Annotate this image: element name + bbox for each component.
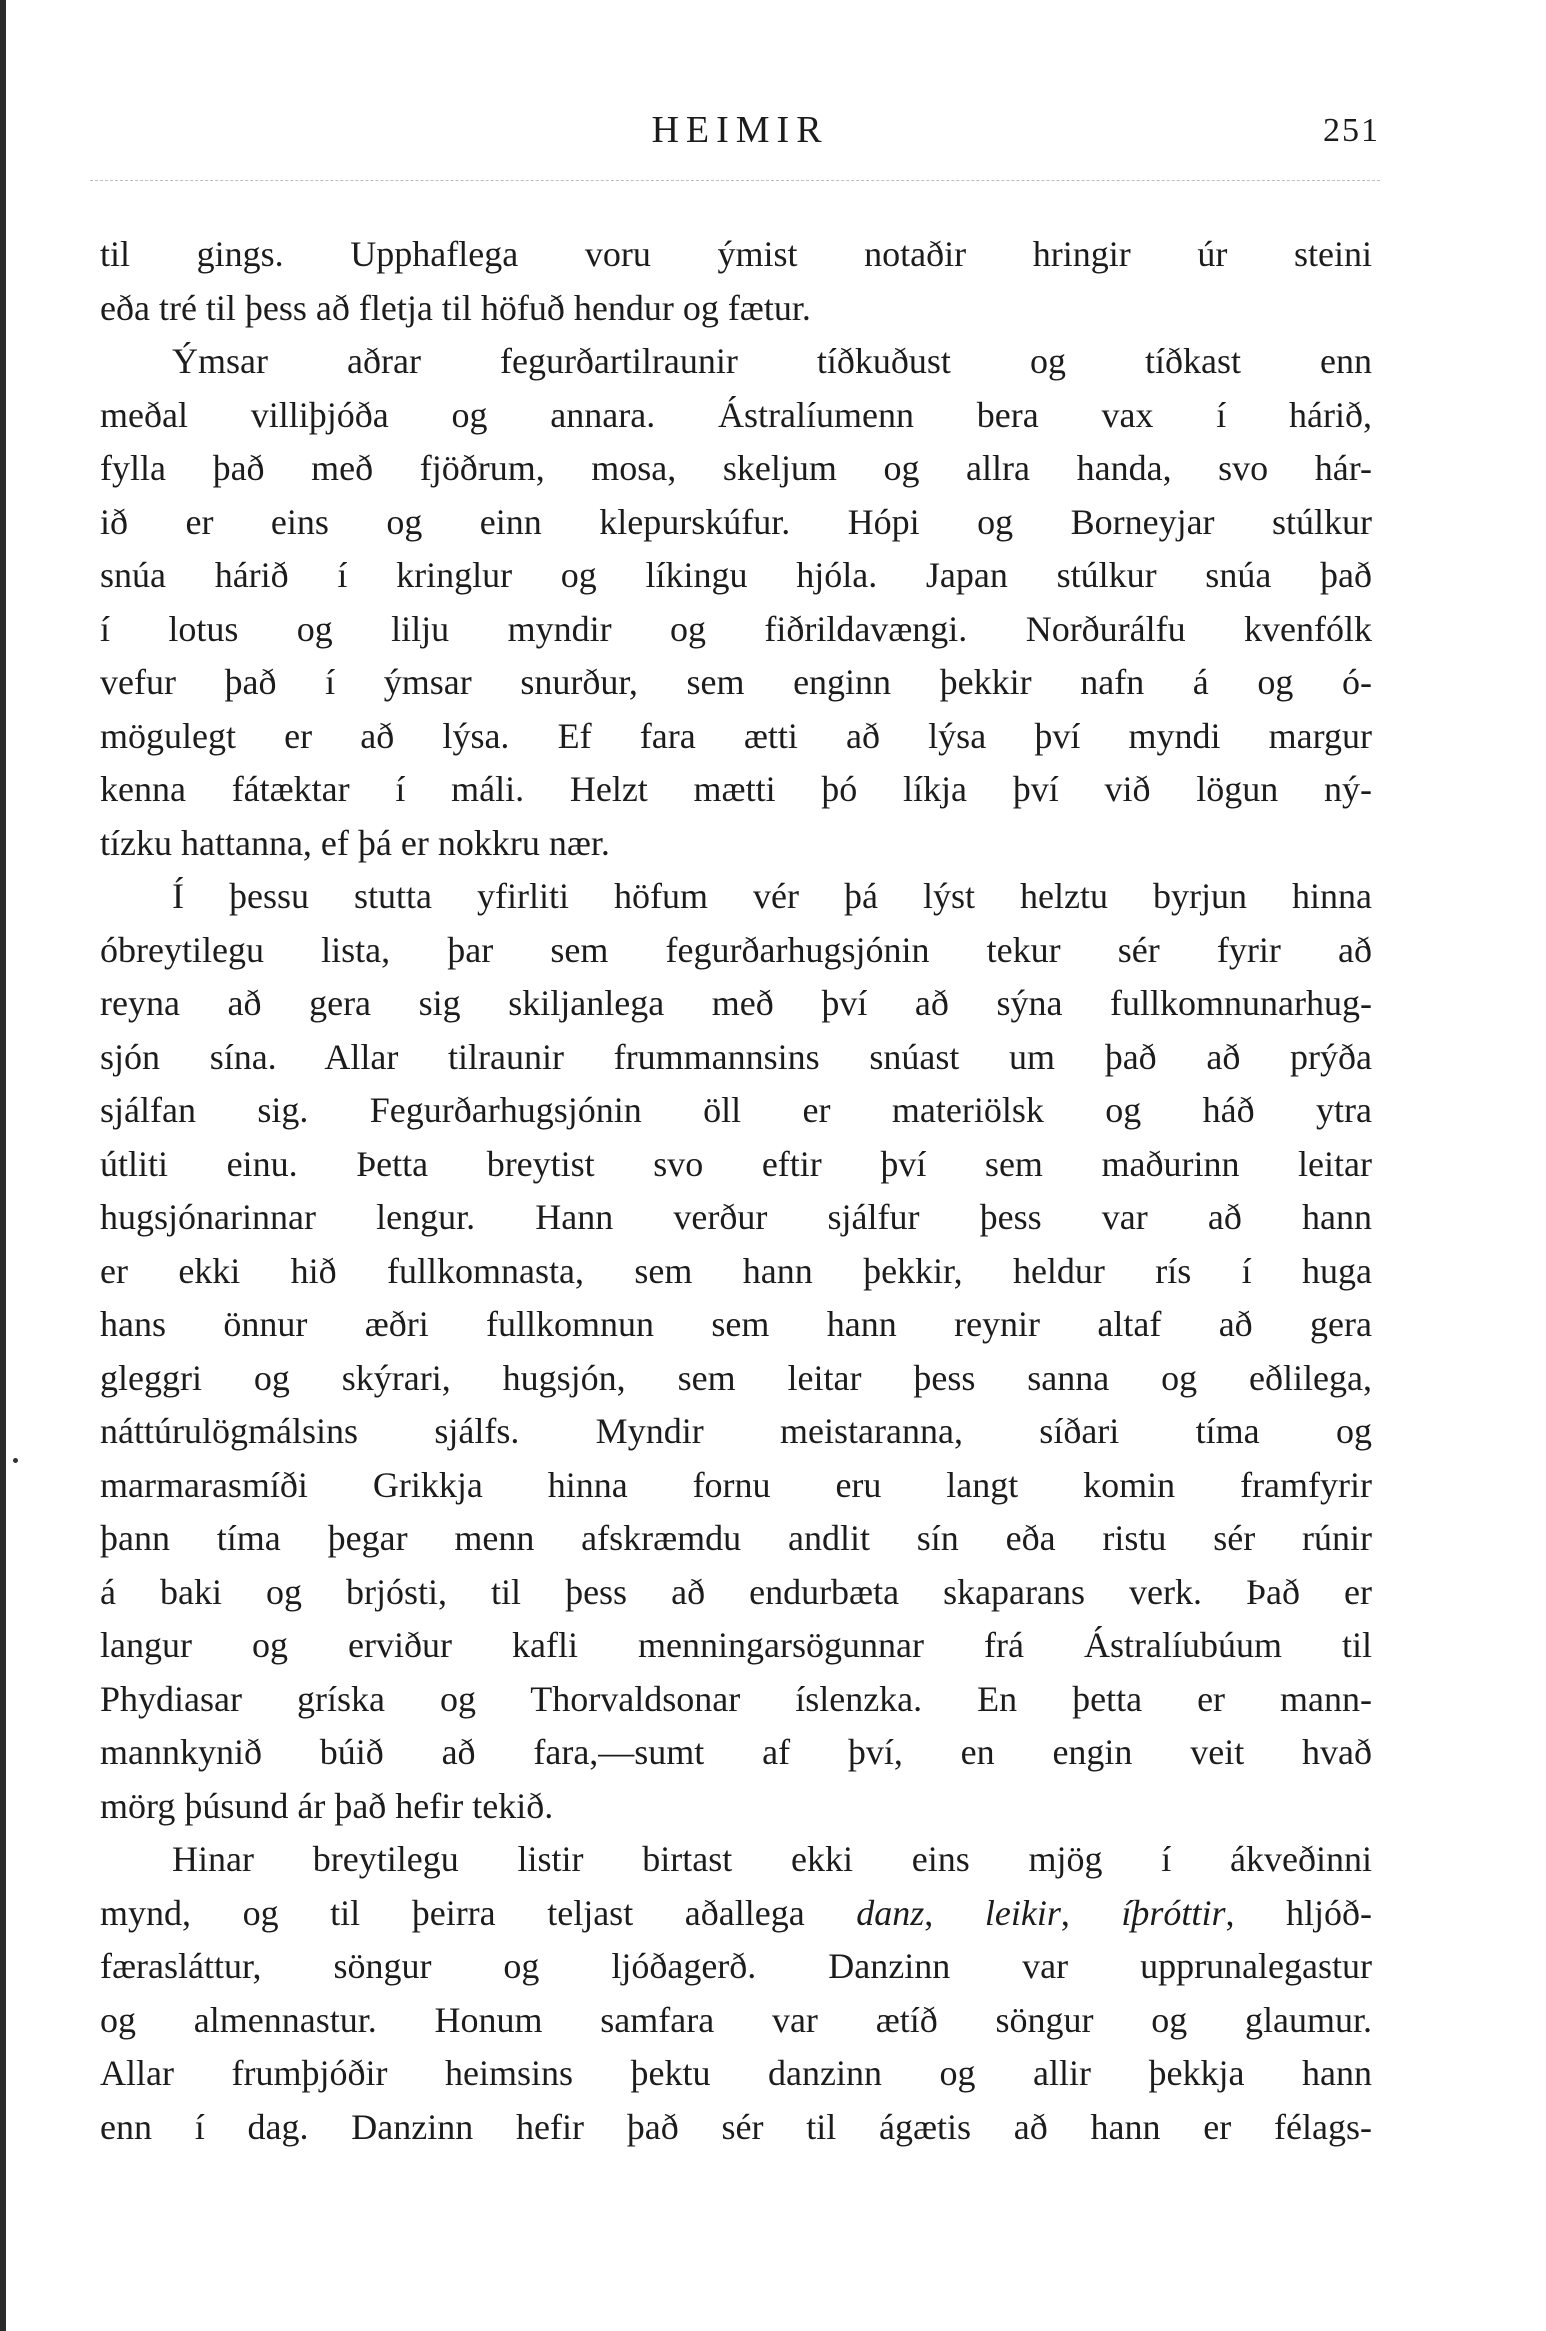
text-line: mannkynið búið að fara,—sumt af því, en engin veit hvað (100, 1732, 1372, 1772)
text-segment: , (1060, 1892, 1122, 1933)
text-line: í lotus og lilju myndir og fiðrildavængi. Norðurálfu kvenfólk (100, 608, 1372, 649)
text-line: er ekki hið fullkomnasta, sem hann þekkir, heldur rís í huga (100, 1250, 1372, 1291)
text-line: vefur það í ýmsar snurður, sem enginn þekkir nafn á og ó- (100, 662, 1372, 702)
page-number: 251 (1323, 112, 1380, 149)
header-rule (90, 180, 1380, 181)
text-line: náttúrulögmálsins sjálfs. Myndir meistaranna, síðari tíma og (100, 1411, 1372, 1451)
text-line: þann tíma þegar menn afskræmdu andlit sín eða ristu sér rúnir (100, 1518, 1372, 1558)
text-line: eða tré til þess að fletja til höfuð hendur og fætur. (100, 287, 811, 328)
text-line: til gings. Upphaflega voru ýmist notaðir hringir úr steini (100, 234, 1372, 274)
text-line: mögulegt er að lýsa. Ef fara ætti að lýsa því myndi margur (100, 715, 1372, 756)
text-line: Hinar breytilegu listir birtast ekki eins mjög í ákveðinni (172, 1839, 1372, 1879)
text-line: hans önnur æðri fullkomnun sem hann reynir altaf að gera (100, 1304, 1372, 1344)
text-line: langur og erviður kafli menningarsögunnar frá Ástralíubúum til (100, 1625, 1372, 1665)
text-line: Ýmsar aðrar fegurðartilraunir tíðkuðust og tíðkast enn (172, 341, 1372, 381)
text-line: óbreytilegu lista, þar sem fegurðarhugsjónin tekur sér fyrir að (100, 929, 1372, 970)
text-line: marmarasmíði Grikkja hinna fornu eru langt komin framfyrir (100, 1464, 1372, 1505)
text-segment: , hljóð- (1225, 1892, 1373, 1933)
text-line: Í þessu stutta yfirliti höfum vér þá lýst helztu byrjun hinna (172, 876, 1372, 916)
margin-mark (13, 1458, 18, 1463)
text-segment: mynd, og til þeirra teljast aðallega (100, 1892, 857, 1933)
text-line (100, 1887, 1372, 1941)
running-title: HEIMIR (651, 109, 829, 151)
text-segment: , (924, 1892, 985, 1933)
text-line: tízku hattanna, ef þá er nokkru nær. (100, 822, 610, 863)
text-line: sjón sína. Allar tilraunir frummannsins snúast um það að prýða (100, 1036, 1372, 1077)
text-line: snúa hárið í kringlur og líkingu hjóla. Japan stúlkur snúa það (100, 555, 1372, 595)
text-line: ið er eins og einn klepurskúfur. Hópi og Borneyjar stúlkur (100, 501, 1372, 542)
text-line: enn í dag. Danzinn hefir það sér til ágætis að hann er félags- (100, 2106, 1372, 2147)
text-line: færasláttur, söngur og ljóðagerð. Danzinn var upprunalegastur (100, 1946, 1372, 1986)
text-line: gleggri og skýrari, hugsjón, sem leitar þess sanna og eðlilega, (100, 1357, 1372, 1398)
text-line: sjálfan sig. Fegurðarhugsjónin öll er materiölsk og háð ytra (100, 1090, 1372, 1130)
italic-term-danz: danz (856, 1892, 925, 1933)
body-text (100, 228, 1372, 2154)
text-line: á baki og brjósti, til þess að endurbæta skaparans verk. Það er (100, 1571, 1372, 1612)
text-line: mörg þúsund ár það hefir tekið. (100, 1785, 554, 1826)
page-header (100, 108, 1380, 168)
italic-term-ithrottir: íþróttir (1121, 1892, 1226, 1933)
text-line: Phydiasar gríska og Thorvaldsonar íslenzka. En þetta er mann- (100, 1678, 1372, 1719)
text-line: fylla það með fjöðrum, mosa, skeljum og allra handa, svo hár- (100, 448, 1372, 488)
text-line: reyna að gera sig skiljanlega með því að sýna fullkomnunarhug- (100, 983, 1372, 1023)
text-line: útliti einu. Þetta breytist svo eftir því sem maðurinn leitar (100, 1143, 1372, 1184)
text-line: hugsjónarinnar lengur. Hann verður sjálfur þess var að hann (100, 1197, 1372, 1237)
text-line: Allar frumþjóðir heimsins þektu danzinn og allir þekkja hann (100, 2053, 1372, 2093)
text-line: og almennastur. Honum samfara var ætíð söngur og glaumur. (100, 1999, 1372, 2040)
italic-term-leikir: leikir (984, 1892, 1061, 1933)
text-line: kenna fátæktar í máli. Helzt mætti þó líkja því við lögun ný- (100, 769, 1372, 809)
page-binding-edge (0, 0, 6, 2331)
text-line: meðal villiþjóða og annara. Ástralíumenn bera vax í hárið, (100, 394, 1372, 435)
